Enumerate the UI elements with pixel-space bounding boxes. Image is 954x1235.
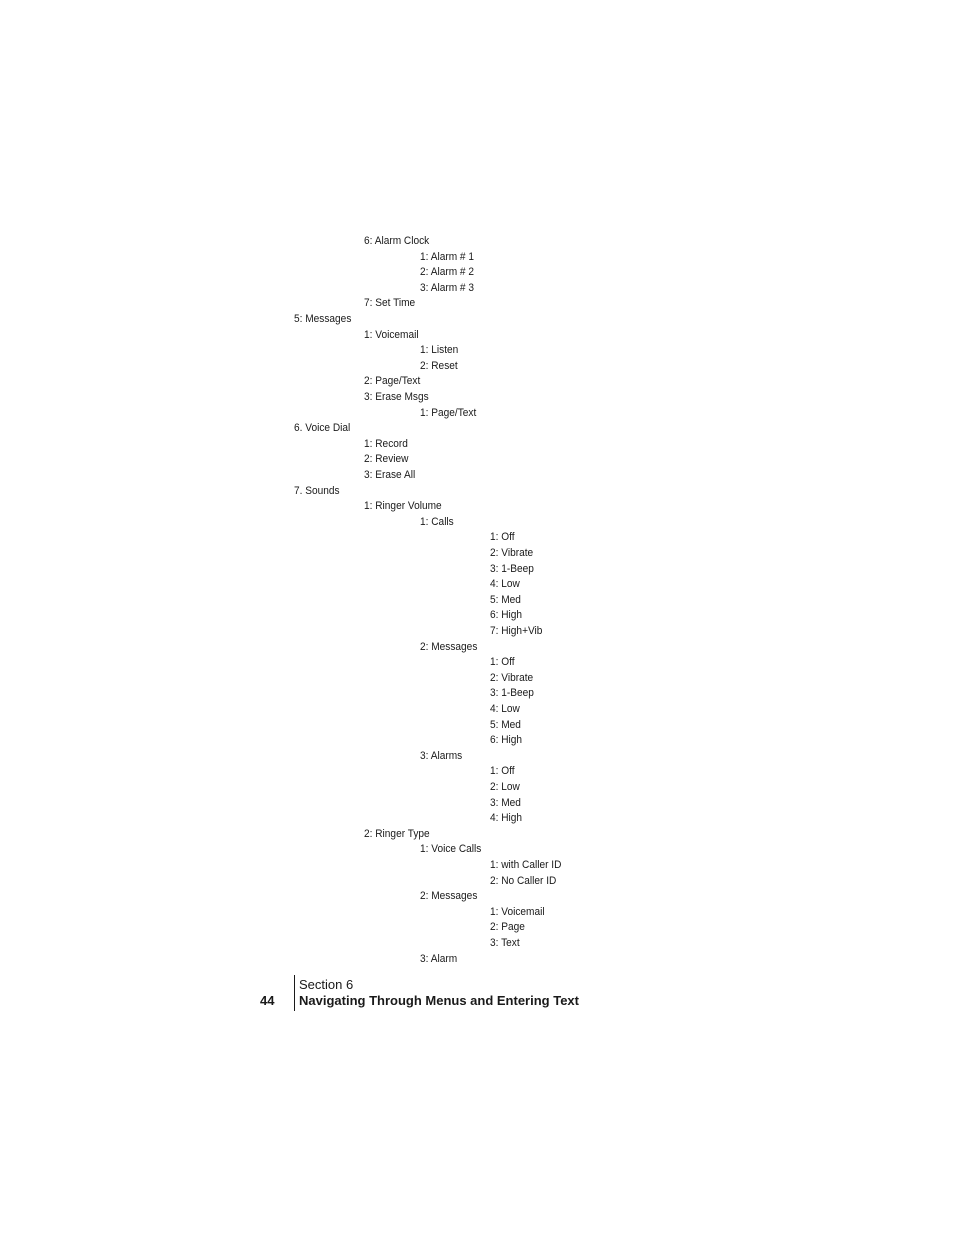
menu-item-level-2: 3: Alarm (420, 952, 458, 965)
menu-item-level-3: 6: High (490, 609, 523, 622)
menu-item-level-3: 3: Text (490, 937, 520, 949)
menu-item-level-1: 1: Voicemail (364, 328, 419, 341)
menu-item-level-3: 1: Voicemail (490, 905, 545, 918)
menu-item-level-3: 2: Page (490, 921, 525, 934)
menu-item-level-1: 1: Record (364, 437, 408, 450)
section-label: Section 6 (299, 977, 354, 992)
menu-item-level-3: 5: Med (490, 593, 521, 606)
menu-item-level-3: 1: Off (490, 765, 515, 778)
menu-item-level-1: 1: Ringer Volume (364, 500, 442, 513)
menu-item-level-2: 1: Voice Calls (420, 843, 482, 856)
menu-item-level-3: 2: Low (490, 781, 520, 793)
menu-item-level-0: 7. Sounds (294, 484, 340, 497)
menu-item-level-3: 2: Vibrate (490, 547, 534, 559)
menu-item-level-3: 3: 1-Beep (490, 562, 534, 575)
menu-item-level-2: 2: Alarm # 2 (420, 266, 475, 279)
menu-item-level-3: 1: with Caller ID (490, 859, 562, 871)
menu-item-level-2: 2: Messages (420, 890, 478, 903)
menu-item-level-2: 1: Alarm # 1 (420, 250, 475, 263)
menu-item-level-0: 6. Voice Dial (294, 422, 351, 435)
menu-item-level-1: 2: Review (364, 453, 409, 466)
menu-item-level-2: 1: Listen (420, 344, 459, 357)
section-title: Navigating Through Menus and Entering Text (299, 993, 579, 1008)
menu-item-level-3: 4: High (490, 812, 523, 825)
menu-item-level-1: 2: Ringer Type (364, 827, 430, 840)
menu-item-level-1: 7: Set Time (364, 297, 416, 310)
menu-item-level-3: 5: Med (490, 718, 521, 731)
menu-item-level-1: 2: Page/Text (364, 375, 421, 388)
menu-item-level-2: 2: Messages (420, 640, 478, 653)
menu-item-level-3: 3: Med (490, 796, 521, 809)
menu-item-level-3: 6: High (490, 734, 523, 747)
menu-item-level-3: 1: Off (490, 531, 515, 544)
menu-item-level-2: 2: Reset (420, 359, 458, 372)
menu-item-level-3: 4: Low (490, 578, 520, 591)
menu-item-level-2: 1: Page/Text (420, 406, 477, 419)
page-footer (0, 974, 954, 1014)
menu-item-level-2: 3: Alarms (420, 749, 463, 762)
page-number: 44 (260, 993, 275, 1008)
menu-item-level-3: 4: Low (490, 703, 520, 715)
menu-item-level-2: 1: Calls (420, 515, 454, 528)
menu-item-level-3: 2: Vibrate (490, 671, 534, 684)
menu-item-level-3: 7: High+Vib (490, 625, 543, 637)
menu-item-level-0: 5: Messages (294, 313, 352, 325)
menu-item-level-3: 3: 1-Beep (490, 687, 534, 700)
menu-item-level-2: 3: Alarm # 3 (420, 281, 475, 294)
menu-item-level-1: 3: Erase Msgs (364, 391, 429, 403)
menu-item-level-3: 1: Off (490, 656, 515, 669)
menu-item-level-1: 6: Alarm Clock (364, 235, 430, 247)
menu-item-level-1: 3: Erase All (364, 469, 416, 481)
footer-divider (294, 975, 295, 1011)
menu-item-level-3: 2: No Caller ID (490, 874, 557, 887)
